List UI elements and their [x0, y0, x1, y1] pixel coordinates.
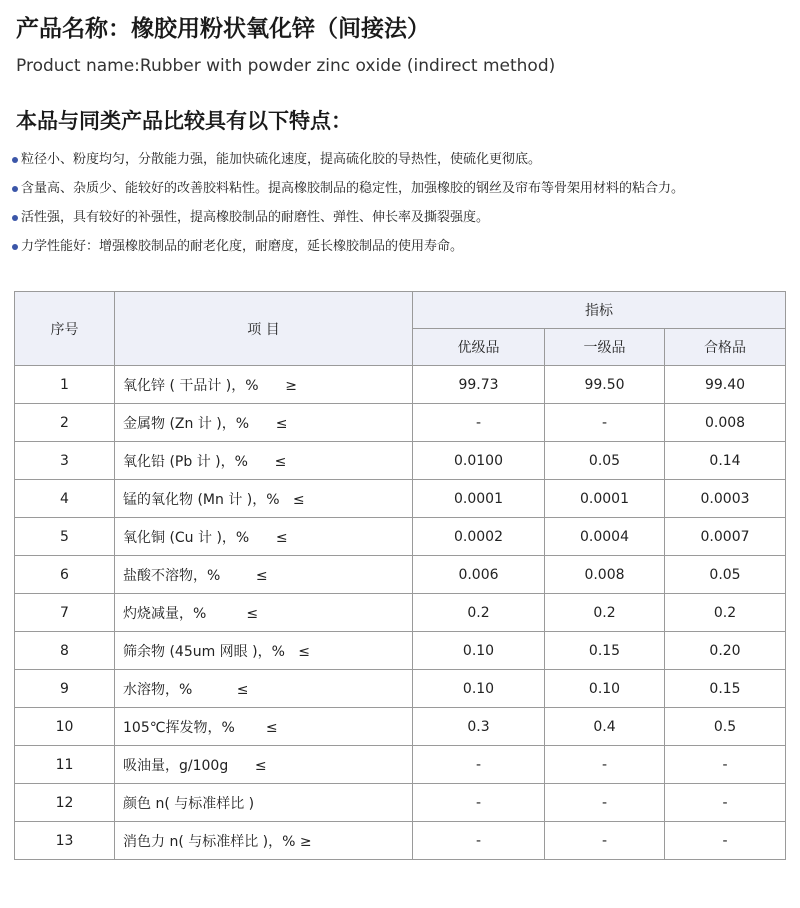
header-seq: 序号	[15, 292, 115, 366]
row-value-premium: 0.10	[413, 632, 545, 670]
row-value-premium: 0.006	[413, 556, 545, 594]
row-item: 盐酸不溶物，% ≤	[115, 556, 413, 594]
row-item: 筛余物 (45um 网眼 )，% ≤	[115, 632, 413, 670]
row-value-qualified: 0.5	[665, 708, 786, 746]
header-item: 项 目	[115, 292, 413, 366]
feature-text: 力学性能好：增强橡胶制品的耐老化度，耐磨度，延长橡胶制品的使用寿命。	[21, 239, 464, 254]
row-seq: 1	[15, 366, 115, 404]
row-value-premium: -	[413, 746, 545, 784]
table-row	[15, 784, 786, 822]
row-value-first: 0.0004	[545, 518, 665, 556]
row-value-first: 0.05	[545, 442, 665, 480]
row-value-qualified: 0.20	[665, 632, 786, 670]
row-value-premium: -	[413, 822, 545, 860]
row-value-qualified: -	[665, 746, 786, 784]
header-grade-qualified: 合格品	[665, 329, 786, 366]
row-item: 金属物 (Zn 计 )，% ≤	[115, 404, 413, 442]
row-seq: 12	[15, 784, 115, 822]
row-value-first: -	[545, 404, 665, 442]
bullet-dot-icon	[12, 215, 18, 221]
row-value-first: -	[545, 822, 665, 860]
feature-item	[12, 237, 792, 266]
row-value-qualified: -	[665, 822, 786, 860]
row-value-premium: 0.0100	[413, 442, 545, 480]
row-value-first: -	[545, 784, 665, 822]
row-value-premium: -	[413, 404, 545, 442]
row-value-first: -	[545, 746, 665, 784]
bullet-dot-icon	[12, 157, 18, 163]
table-row	[15, 518, 786, 556]
row-value-qualified: 99.40	[665, 366, 786, 404]
row-value-qualified: 0.14	[665, 442, 786, 480]
row-value-qualified: 0.008	[665, 404, 786, 442]
row-seq: 11	[15, 746, 115, 784]
row-item: 氧化锌 ( 干品计 )，% ≥	[115, 366, 413, 404]
row-value-first: 0.10	[545, 670, 665, 708]
feature-item	[12, 150, 792, 179]
table-row	[15, 822, 786, 860]
features-list	[12, 150, 792, 266]
row-seq: 5	[15, 518, 115, 556]
table-row	[15, 708, 786, 746]
feature-item	[12, 179, 792, 208]
row-item: 颜色 n( 与标准样比 )	[115, 784, 413, 822]
row-seq: 8	[15, 632, 115, 670]
row-value-first: 99.50	[545, 366, 665, 404]
table-row	[15, 366, 786, 404]
row-seq: 9	[15, 670, 115, 708]
spec-table	[14, 291, 786, 860]
row-value-qualified: 0.0003	[665, 480, 786, 518]
table-row	[15, 556, 786, 594]
row-item: 氧化铅 (Pb 计 )，% ≤	[115, 442, 413, 480]
row-item: 105℃挥发物，% ≤	[115, 708, 413, 746]
row-item: 消色力 n( 与标准样比 )，% ≥	[115, 822, 413, 860]
row-seq: 3	[15, 442, 115, 480]
row-value-qualified: 0.05	[665, 556, 786, 594]
bullet-dot-icon	[12, 186, 18, 192]
row-value-premium: 0.0002	[413, 518, 545, 556]
row-value-premium: 0.2	[413, 594, 545, 632]
row-value-premium: 0.0001	[413, 480, 545, 518]
feature-item	[12, 208, 792, 237]
table-row	[15, 746, 786, 784]
row-value-qualified: 0.2	[665, 594, 786, 632]
row-seq: 10	[15, 708, 115, 746]
row-value-premium: 0.3	[413, 708, 545, 746]
row-value-first: 0.0001	[545, 480, 665, 518]
row-item: 灼烧减量，% ≤	[115, 594, 413, 632]
row-item: 锰的氧化物 (Mn 计 )，% ≤	[115, 480, 413, 518]
row-value-qualified: -	[665, 784, 786, 822]
table-row	[15, 594, 786, 632]
row-seq: 6	[15, 556, 115, 594]
row-value-first: 0.4	[545, 708, 665, 746]
row-value-qualified: 0.15	[665, 670, 786, 708]
bullet-dot-icon	[12, 244, 18, 250]
row-seq: 2	[15, 404, 115, 442]
row-value-first: 0.2	[545, 594, 665, 632]
row-seq: 13	[15, 822, 115, 860]
features-heading: 本品与同类产品比较具有以下特点：	[16, 109, 352, 133]
feature-text: 活性强，具有较好的补强性，提高橡胶制品的耐磨性、弹性、伸长率及撕裂强度。	[21, 210, 490, 225]
row-value-qualified: 0.0007	[665, 518, 786, 556]
row-value-first: 0.15	[545, 632, 665, 670]
product-title: 产品名称：橡胶用粉状氧化锌（间接法）	[16, 16, 430, 42]
table-row	[15, 670, 786, 708]
table-row	[15, 404, 786, 442]
row-value-premium: -	[413, 784, 545, 822]
row-item: 水溶物，% ≤	[115, 670, 413, 708]
row-seq: 7	[15, 594, 115, 632]
row-value-premium: 0.10	[413, 670, 545, 708]
product-subtitle: Product name:Rubber with powder zinc oxide (indirect method)	[16, 56, 556, 76]
header-grade-first: 一级品	[545, 329, 665, 366]
row-value-premium: 99.73	[413, 366, 545, 404]
table-row	[15, 442, 786, 480]
feature-text: 粒径小、粉度均匀，分散能力强，能加快硫化速度，提高硫化胶的导热性，使硫化更彻底。	[21, 152, 542, 167]
header-indicator: 指标	[413, 292, 786, 329]
table-row	[15, 480, 786, 518]
row-seq: 4	[15, 480, 115, 518]
row-item: 氧化铜 (Cu 计 )，% ≤	[115, 518, 413, 556]
row-item: 吸油量，g/100g ≤	[115, 746, 413, 784]
header-grade-premium: 优级品	[413, 329, 545, 366]
table-row	[15, 632, 786, 670]
row-value-first: 0.008	[545, 556, 665, 594]
feature-text: 含量高、杂质少、能较好的改善胶料粘性。提高橡胶制品的稳定性，加强橡胶的钢丝及帘布等骨架用材料的粘合力。	[21, 181, 685, 196]
